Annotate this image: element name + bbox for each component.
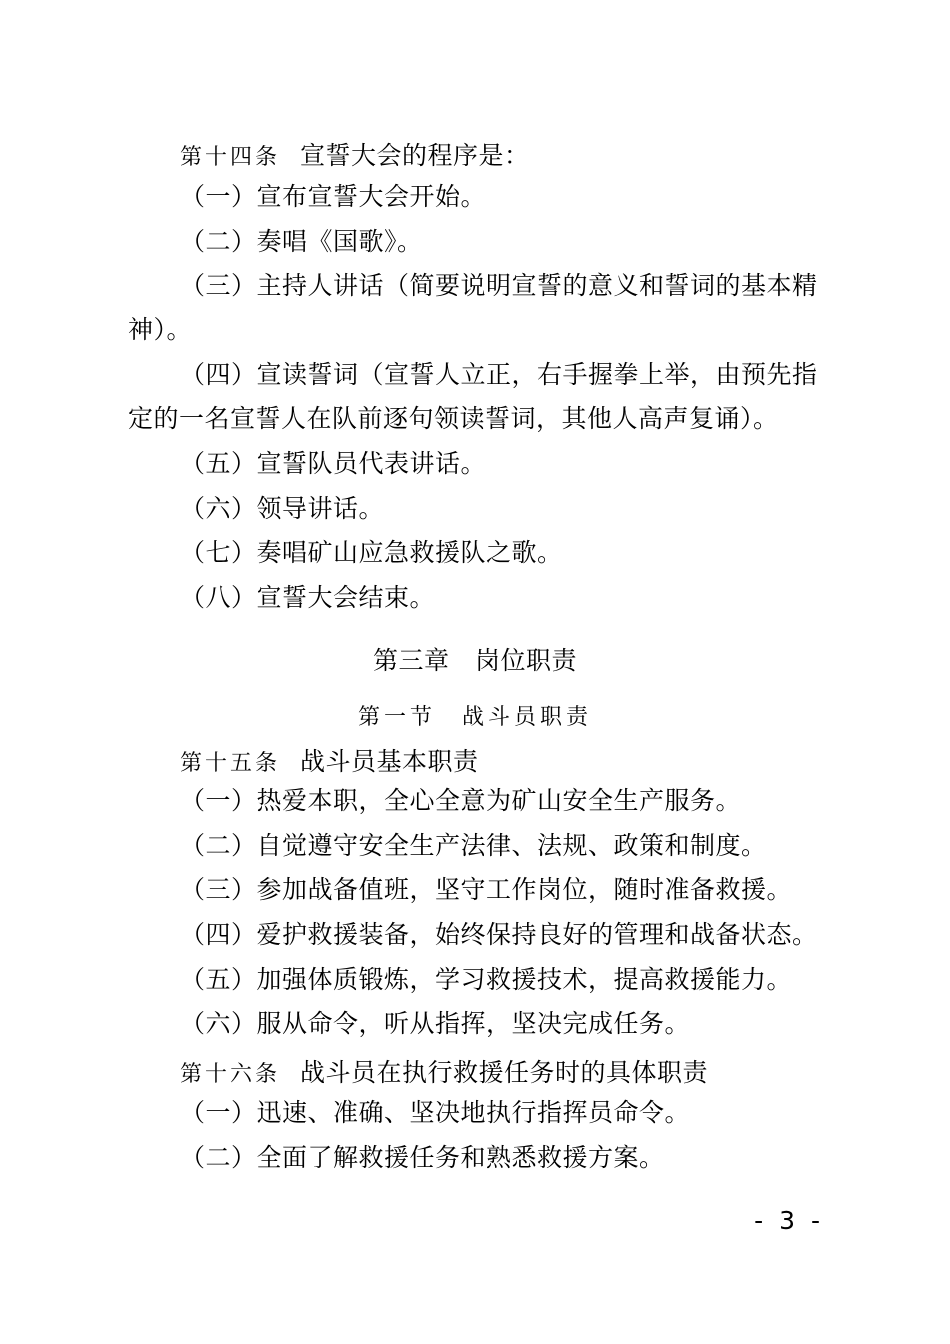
article-14-item-6: （六）领导讲话。: [180, 494, 385, 523]
article-14-item-2: （二）奏唱《国歌》。: [180, 227, 423, 256]
article-15-item-4: （四）爱护救援装备，始终保持良好的管理和战备状态。: [180, 920, 818, 949]
article-16-heading: [180, 1058, 880, 1090]
article-14-item-3: （三）主持人讲话（简要说明宣誓的意义和誓词的基本精: [180, 271, 818, 300]
section-title: 第一节 战斗员职责: [357, 705, 592, 730]
article-16-item-2: （二）全面了解救援任务和熟悉救援方案。: [180, 1143, 665, 1172]
article-14-item-3-continued: 神）。: [128, 315, 193, 344]
article-15-title: 战斗员基本职责: [300, 747, 479, 776]
chapter-title: 第三章 岗位职责: [372, 646, 577, 675]
article-16-title: 战斗员在执行救援任务时的具体职责: [300, 1058, 709, 1087]
article-14-heading: [180, 141, 880, 173]
article-15-item-3: （三）参加战备值班，坚守工作岗位，随时准备救援。: [180, 875, 793, 904]
article-14-item-4: （四）宣读誓词（宣誓人立正，右手握拳上举，由预先指: [180, 360, 818, 389]
article-15-item-1: （一）热爱本职，全心全意为矿山安全生产服务。: [180, 786, 742, 815]
article-14-number: 第十四条: [180, 145, 281, 170]
article-14-item-7: （七）奏唱矿山应急救援队之歌。: [180, 538, 563, 567]
article-15-number: 第十五条: [180, 751, 281, 776]
article-15-item-6: （六）服从命令，听从指挥，坚决完成任务。: [180, 1009, 691, 1038]
article-16-number: 第十六条: [180, 1062, 281, 1087]
article-14-item-5: （五）宣誓队员代表讲话。: [180, 449, 487, 478]
article-14-item-4-continued: 定的一名宣誓人在队前逐句领读誓词，其他人高声复诵）。: [128, 404, 779, 433]
article-15-item-5: （五）加强体质锻炼，学习救援技术，提高救援能力。: [180, 965, 793, 994]
article-15-heading: [180, 747, 880, 779]
article-14-item-1: （一）宣布宣誓大会开始。: [180, 182, 487, 211]
article-14-title: 宣誓大会的程序是：: [300, 141, 530, 170]
article-16-item-1: （一）迅速、准确、坚决地执行指挥员命令。: [180, 1098, 691, 1127]
article-15-item-2: （二）自觉遵守安全生产法律、法规、政策和制度。: [180, 831, 767, 860]
page-number: - 3 -: [754, 1206, 824, 1235]
article-14-item-8: （八）宣誓大会结束。: [180, 583, 436, 612]
